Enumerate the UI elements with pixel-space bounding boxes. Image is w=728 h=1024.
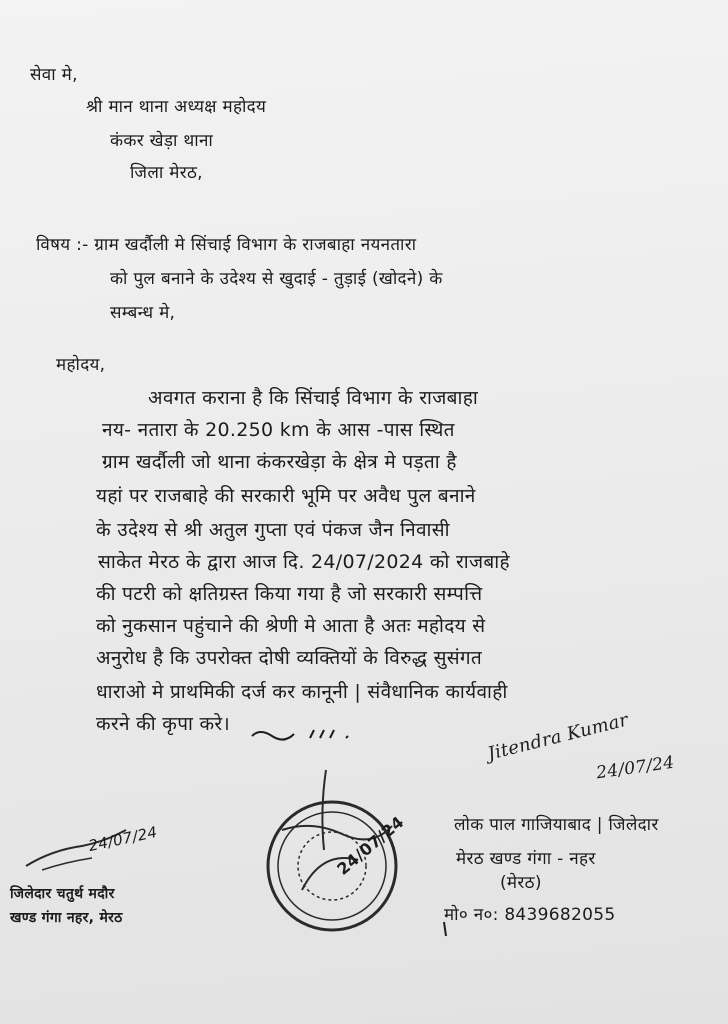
recipient-line-1: श्री मान थाना अध्यक्ष महोदय (86, 97, 267, 117)
stamp-date: 24/07/24 (86, 822, 159, 856)
body-line: अनुरोध है कि उपरोक्त दोषी व्यक्तियों के विरुद्ध सुसंगत (96, 647, 483, 669)
signature-date: 24/07/24 (594, 752, 676, 784)
subject-line-1: विषय :- ग्राम खर्दौली मे सिंचाई विभाग के राजबाहा नयनतारा (36, 235, 417, 255)
body-line: धाराओ मे प्राथमिकी दर्ज कर कानूनी | संवैधानिक कार्यवाही (96, 681, 508, 703)
body-line: अवगत कराना है कि सिंचाई विभाग के राजबाहा (148, 387, 479, 409)
body-line: नय- नतारा के 20.250 km के आस -पास स्थित (102, 419, 455, 441)
sender-line-3: (मेरठ) (500, 873, 542, 893)
body-line: यहां पर राजबाहे की सरकारी भूमि पर अवैध पुल बनाने (96, 485, 476, 507)
seal-date: 24/07/24 (333, 812, 408, 879)
office-line-2: खण्ड गंगा नहर, मेरठ (10, 910, 123, 926)
salutation-to: सेवा मे, (30, 65, 78, 85)
subject-line-2: को पुल बनाने के उदेश्य से खुदाई - तुड़ाई (खोदने) के (110, 269, 443, 289)
greeting: महोदय, (56, 355, 106, 375)
pen-mark (440, 920, 470, 940)
sender-line-2: मेरठ खण्ड गंगा - नहर (456, 849, 596, 869)
sender-line-1: लोक पाल गाजियाबाद | जिलेदार (454, 815, 659, 835)
body-line: साकेत मेरठ के द्वारा आज दि. 24/07/2024 को राजबाहे (98, 551, 510, 573)
body-line: की पटरी को क्षतिग्रस्त किया गया है जो सरकारी सम्पत्ति (96, 583, 483, 605)
body-line: को नुकसान पहुंचाने की श्रेणी मे आता है अतः महोदय से (96, 615, 486, 637)
body-line: के उदेश्य से श्री अतुल गुप्ता एवं पंकज जैन निवासी (96, 519, 450, 541)
body-line: करने की कृपा करे। (96, 713, 231, 735)
recipient-line-3: जिला मेरठ, (130, 163, 203, 183)
closing-scribble (250, 726, 390, 746)
office-line-1: जिलेदार चतुर्थ मदौर (10, 886, 115, 902)
sender-phone: मो० न०: 8439682055 (444, 905, 616, 925)
body-line: ग्राम खर्दौली जो थाना कंकरखेड़ा के क्षेत्र मे पड़ता है (102, 451, 457, 473)
subject-line-3: सम्बन्ध मे, (110, 303, 176, 323)
signature-name: Jitendra Kumar (485, 709, 631, 765)
recipient-line-2: कंकर खेड़ा थाना (110, 131, 214, 151)
